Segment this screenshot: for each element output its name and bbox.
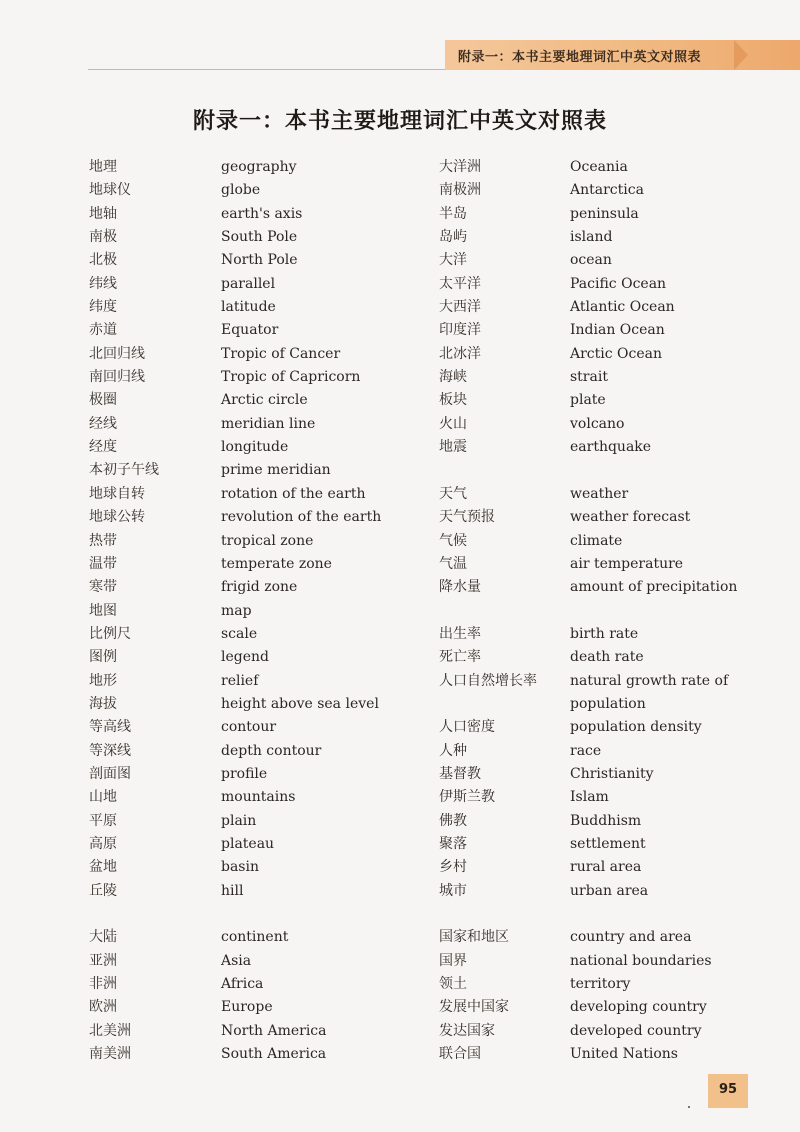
left-term-zh xyxy=(89,903,159,926)
left-term-en: South Pole xyxy=(221,229,298,246)
left-term-zh: 地球自转 xyxy=(89,485,145,502)
right-term-en: territory xyxy=(570,976,631,993)
left-term-zh: 北美洲 xyxy=(89,1022,131,1039)
right-term-en: Islam xyxy=(570,789,609,806)
right-term-zh: 太平洋 xyxy=(439,275,481,292)
left-term-zh: 等高线 xyxy=(89,719,131,736)
left-term-en: continent xyxy=(221,929,289,946)
right-term-zh: 联合国 xyxy=(439,1046,481,1063)
right-term-zh xyxy=(439,903,537,926)
right-term-en: national boundaries xyxy=(570,952,712,969)
left-term-zh: 图例 xyxy=(89,649,117,666)
left-term-en: profile xyxy=(221,765,268,782)
right-chinese-column xyxy=(439,156,537,1066)
left-term-zh: 盆地 xyxy=(89,859,117,876)
left-term-en: frigid zone xyxy=(221,579,298,596)
left-term-en: tropical zone xyxy=(221,532,314,549)
left-term-zh: 经线 xyxy=(89,415,117,432)
right-term-en: urban area xyxy=(570,882,649,899)
left-term-en: Europe xyxy=(221,999,273,1016)
left-term-zh: 地轴 xyxy=(89,205,117,222)
left-term-zh: 极圈 xyxy=(89,392,117,409)
left-term-zh: 北极 xyxy=(89,252,117,269)
right-term-zh: 气温 xyxy=(439,555,467,572)
page-number: 95 xyxy=(718,1082,738,1097)
left-term-zh: 地理 xyxy=(89,159,117,175)
right-term-en: weather forecast xyxy=(570,509,691,526)
left-term-en: basin xyxy=(221,859,259,876)
left-term-en: contour xyxy=(221,719,277,736)
right-term-zh xyxy=(439,693,537,716)
right-term-en: earthquake xyxy=(570,439,652,456)
left-term-en: Equator xyxy=(221,322,279,339)
left-term-zh: 地形 xyxy=(89,672,117,689)
right-term-en: Atlantic Ocean xyxy=(570,299,675,316)
left-term-en: rotation of the earth xyxy=(221,485,366,502)
right-term-en: Antarctica xyxy=(570,182,644,199)
left-term-zh: 南回归线 xyxy=(89,369,145,386)
right-term-en: amount of precipitation xyxy=(570,579,738,596)
left-term-en: globe xyxy=(221,182,261,199)
left-term-zh: 海拔 xyxy=(89,695,117,712)
right-term-zh: 城市 xyxy=(439,882,467,899)
left-term-en: Africa xyxy=(221,976,264,993)
right-term-zh: 死亡率 xyxy=(439,649,481,666)
right-term-en xyxy=(570,459,737,482)
left-term-en: map xyxy=(221,602,252,619)
right-term-en: plate xyxy=(570,392,606,409)
right-term-zh: 海峡 xyxy=(439,369,467,386)
left-term-en: North America xyxy=(221,1022,327,1039)
left-term-zh: 平原 xyxy=(89,812,117,829)
left-term-zh: 北回归线 xyxy=(89,345,145,362)
right-term-zh: 半岛 xyxy=(439,205,467,222)
right-term-en: developing country xyxy=(570,999,707,1016)
right-term-zh: 佛教 xyxy=(439,812,467,829)
left-term-en: parallel xyxy=(221,275,276,292)
right-term-zh: 领土 xyxy=(439,976,467,993)
right-term-zh: 气候 xyxy=(439,532,467,549)
left-term-zh: 高原 xyxy=(89,835,117,852)
right-term-zh: 大西洋 xyxy=(439,299,481,316)
left-term-zh: 比例尺 xyxy=(89,625,131,642)
right-term-zh: 板块 xyxy=(439,392,467,409)
left-term-zh: 本初子午线 xyxy=(89,462,159,479)
right-term-en: weather xyxy=(570,485,629,502)
right-term-en: population density xyxy=(570,719,702,736)
left-term-en xyxy=(221,903,381,926)
right-term-en: island xyxy=(570,229,613,246)
left-term-en: geography xyxy=(221,159,297,175)
right-term-zh: 岛屿 xyxy=(439,229,467,246)
header-tab-arrow xyxy=(734,40,748,70)
right-term-zh: 大洋 xyxy=(439,252,467,269)
right-term-en: developed country xyxy=(570,1022,702,1039)
right-term-en: climate xyxy=(570,532,623,549)
left-term-en: prime meridian xyxy=(221,462,331,479)
left-term-zh: 等深线 xyxy=(89,742,131,759)
right-term-zh: 乡村 xyxy=(439,859,467,876)
right-term-en: Buddhism xyxy=(570,812,642,829)
right-term-en: volcano xyxy=(570,415,625,432)
right-term-en: death rate xyxy=(570,649,644,666)
right-term-zh: 聚落 xyxy=(439,835,467,852)
right-term-en: country and area xyxy=(570,929,692,946)
right-term-zh: 人口自然增长率 xyxy=(439,672,537,689)
left-term-zh: 纬线 xyxy=(89,275,117,292)
left-term-zh: 欧洲 xyxy=(89,999,117,1016)
left-term-en: depth contour xyxy=(221,742,322,759)
right-term-zh: 基督教 xyxy=(439,765,481,782)
left-term-zh: 南美洲 xyxy=(89,1046,131,1063)
right-term-en: birth rate xyxy=(570,625,639,642)
right-english-column xyxy=(570,156,737,1066)
left-term-en: Asia xyxy=(221,952,252,969)
right-term-zh xyxy=(439,600,537,623)
header-rule xyxy=(88,69,445,70)
right-term-zh: 北冰洋 xyxy=(439,345,481,362)
right-term-en: Christianity xyxy=(570,765,654,782)
left-term-en: North Pole xyxy=(221,252,298,269)
left-term-zh: 地图 xyxy=(89,602,117,619)
right-term-zh: 发展中国家 xyxy=(439,999,509,1016)
right-term-en xyxy=(570,903,737,926)
right-term-zh: 人口密度 xyxy=(439,719,495,736)
left-term-zh: 丘陵 xyxy=(89,882,117,899)
right-term-en: Arctic Ocean xyxy=(570,345,663,362)
right-term-en xyxy=(570,600,737,623)
right-term-zh: 大洋洲 xyxy=(439,159,481,175)
right-term-en: population xyxy=(570,695,646,712)
left-english-column xyxy=(221,156,381,1066)
left-term-zh: 温带 xyxy=(89,555,117,572)
left-term-zh: 山地 xyxy=(89,789,117,806)
left-term-en: height above sea level xyxy=(221,695,379,712)
right-term-zh: 国界 xyxy=(439,952,467,969)
right-term-zh: 天气预报 xyxy=(439,509,495,526)
left-term-en: Tropic of Cancer xyxy=(221,345,341,362)
left-term-en: South America xyxy=(221,1046,327,1063)
left-term-en: Tropic of Capricorn xyxy=(221,369,361,386)
left-term-en: earth's axis xyxy=(221,205,303,222)
right-term-zh: 伊斯兰教 xyxy=(439,789,495,806)
left-term-zh: 赤道 xyxy=(89,322,117,339)
left-term-en: meridian line xyxy=(221,415,316,432)
header-tab-title: 附录一：本书主要地理词汇中英文对照表 xyxy=(458,50,702,65)
right-term-en: race xyxy=(570,742,602,759)
right-term-zh: 人种 xyxy=(439,742,467,759)
right-term-en: strait xyxy=(570,369,608,386)
left-term-en: hill xyxy=(221,882,244,899)
right-term-zh: 出生率 xyxy=(439,625,481,642)
page-title: 附录一：本书主要地理词汇中英文对照表 xyxy=(192,109,607,134)
left-term-en: temperate zone xyxy=(221,555,332,572)
left-term-zh: 非洲 xyxy=(89,976,117,993)
left-term-en: latitude xyxy=(221,299,276,316)
left-term-zh: 纬度 xyxy=(89,299,117,316)
right-term-en: air temperature xyxy=(570,555,684,572)
right-term-en: settlement xyxy=(570,835,646,852)
right-term-en: natural growth rate of xyxy=(570,672,729,689)
left-term-zh: 经度 xyxy=(89,439,117,456)
right-term-zh: 南极洲 xyxy=(439,182,481,199)
right-term-zh: 地震 xyxy=(439,439,467,456)
right-term-zh xyxy=(439,459,537,482)
left-term-en: revolution of the earth xyxy=(221,509,382,526)
left-term-zh: 地球仪 xyxy=(89,182,131,199)
left-term-zh: 剖面图 xyxy=(89,765,131,782)
right-term-zh: 国家和地区 xyxy=(439,929,509,946)
right-term-en: rural area xyxy=(570,859,642,876)
right-term-zh: 印度洋 xyxy=(439,322,481,339)
left-term-zh: 寒带 xyxy=(89,579,117,596)
left-term-zh: 亚洲 xyxy=(89,952,117,969)
scan-speck xyxy=(688,1106,690,1108)
right-term-en: peninsula xyxy=(570,205,639,222)
left-term-en: scale xyxy=(221,625,258,642)
right-term-zh: 火山 xyxy=(439,415,467,432)
left-term-zh: 热带 xyxy=(89,532,117,549)
left-term-zh: 南极 xyxy=(89,229,117,246)
right-term-en: ocean xyxy=(570,252,612,269)
right-term-zh: 天气 xyxy=(439,485,467,502)
right-term-zh: 降水量 xyxy=(439,579,481,596)
left-term-en: Arctic circle xyxy=(221,392,308,409)
right-term-zh: 发达国家 xyxy=(439,1022,495,1039)
left-term-en: plain xyxy=(221,812,257,829)
right-term-en: Indian Ocean xyxy=(570,322,665,339)
left-term-en: relief xyxy=(221,672,259,689)
left-term-en: longitude xyxy=(221,439,289,456)
left-term-en: legend xyxy=(221,649,269,666)
right-term-en: Pacific Ocean xyxy=(570,275,667,292)
left-term-zh: 地球公转 xyxy=(89,509,145,526)
left-chinese-column xyxy=(89,156,159,1066)
left-term-en: mountains xyxy=(221,789,296,806)
left-term-en: plateau xyxy=(221,835,275,852)
left-term-zh: 大陆 xyxy=(89,929,117,946)
right-term-en: United Nations xyxy=(570,1046,678,1063)
right-term-en: Oceania xyxy=(570,159,628,175)
